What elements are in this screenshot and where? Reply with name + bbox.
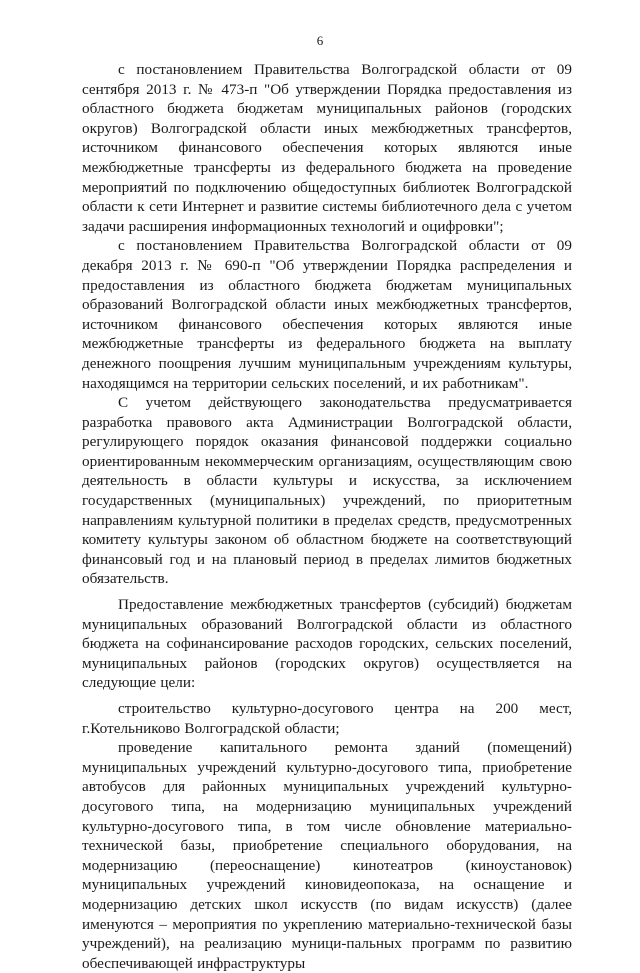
page-number: 6 [316, 33, 324, 48]
body-text [82, 60, 572, 973]
paragraph-legal-act: С учетом действующего законодательства предусматривается разработка правового акта Администрации Волгоградской области, регулирующего порядок оказания финансовой поддержки социально ориентированным некоммерческим организациям, осуществляющим свою деятельность в области культуры и искусства, за исключением государственных (муниципальных) учреждений, по приоритетным направлениям культурной политики в пределах средств, предусмотренных комитету культуры законом об областном бюджете на соответствующий финансовый год и на плановый период в пределах лимитов бюджетных обязательств. [82, 394, 572, 588]
paragraph-decree-473: с постановлением Правительства Волгоградской области от 09 сентября 2013 г. № 473-п "Об утверждении Порядка предоставления из областного бюджета бюджетам муниципальных районов (городских округов) Волгоградской области иных межбюджетных трансфертов, источником финансового обеспечения которых являются иные межбюджетные трансферты из федерального бюджета на проведение мероприятий по подключению общедоступных библиотек Волгоградской области к сети Интернет и развитие системы библиотечного дела с учетом задачи расширения информационных технологий и оцифровки"; [82, 61, 572, 235]
paragraph-transfers: Предоставление межбюджетных трансфертов (субсидий) бюджетам муниципальных образований Волгоградской области из областного бюджета на софинансирование расходов городских, сельских поселений, муниципальных районов (городских округов) осуществляется на следующие цели: [82, 596, 572, 692]
paragraph-renovation: проведение капитального ремонта зданий (помещений) муниципальных учреждений культурно-досугового типа, приобретение автобусов для районных муниципальных учреждений культурно-досугового типа, на модернизацию муниципальных учреждений культурно-досугового типа, в том числе обновление материально-технической базы, приобретение специального оборудования, на модернизацию (переоснащение) кинотеатров (киноустановок) муниципальных учреждений киновидеопоказа, на оснащение и модернизацию детских школ искусств (по видам искусств) (далее именуются – мероприятия по укреплению материально-технической базы учреждений), на реализацию муници-пальных программ по развитию обеспечивающей инфраструктуры [82, 739, 572, 972]
paragraph-decree-690: с постановлением Правительства Волгоградской области от 09 декабря 2013 г. № 690-п "Об утверждении Порядка распределения и предоставления из областного бюджета бюджетам муниципальных образований Волгоградской области иных межбюджетных трансфертов, источником финансового обеспечения которых являются иные межбюджетные трансферты из федерального бюджета на выплату денежного поощрения лучшим муниципальным учреждениям культуры, находящимся на территории сельских поселений, и их работникам". [82, 237, 572, 392]
paragraph-construction: строительство культурно-досугового центра на 200 мест, г.Котельниково Волгоградской области; [82, 700, 572, 737]
